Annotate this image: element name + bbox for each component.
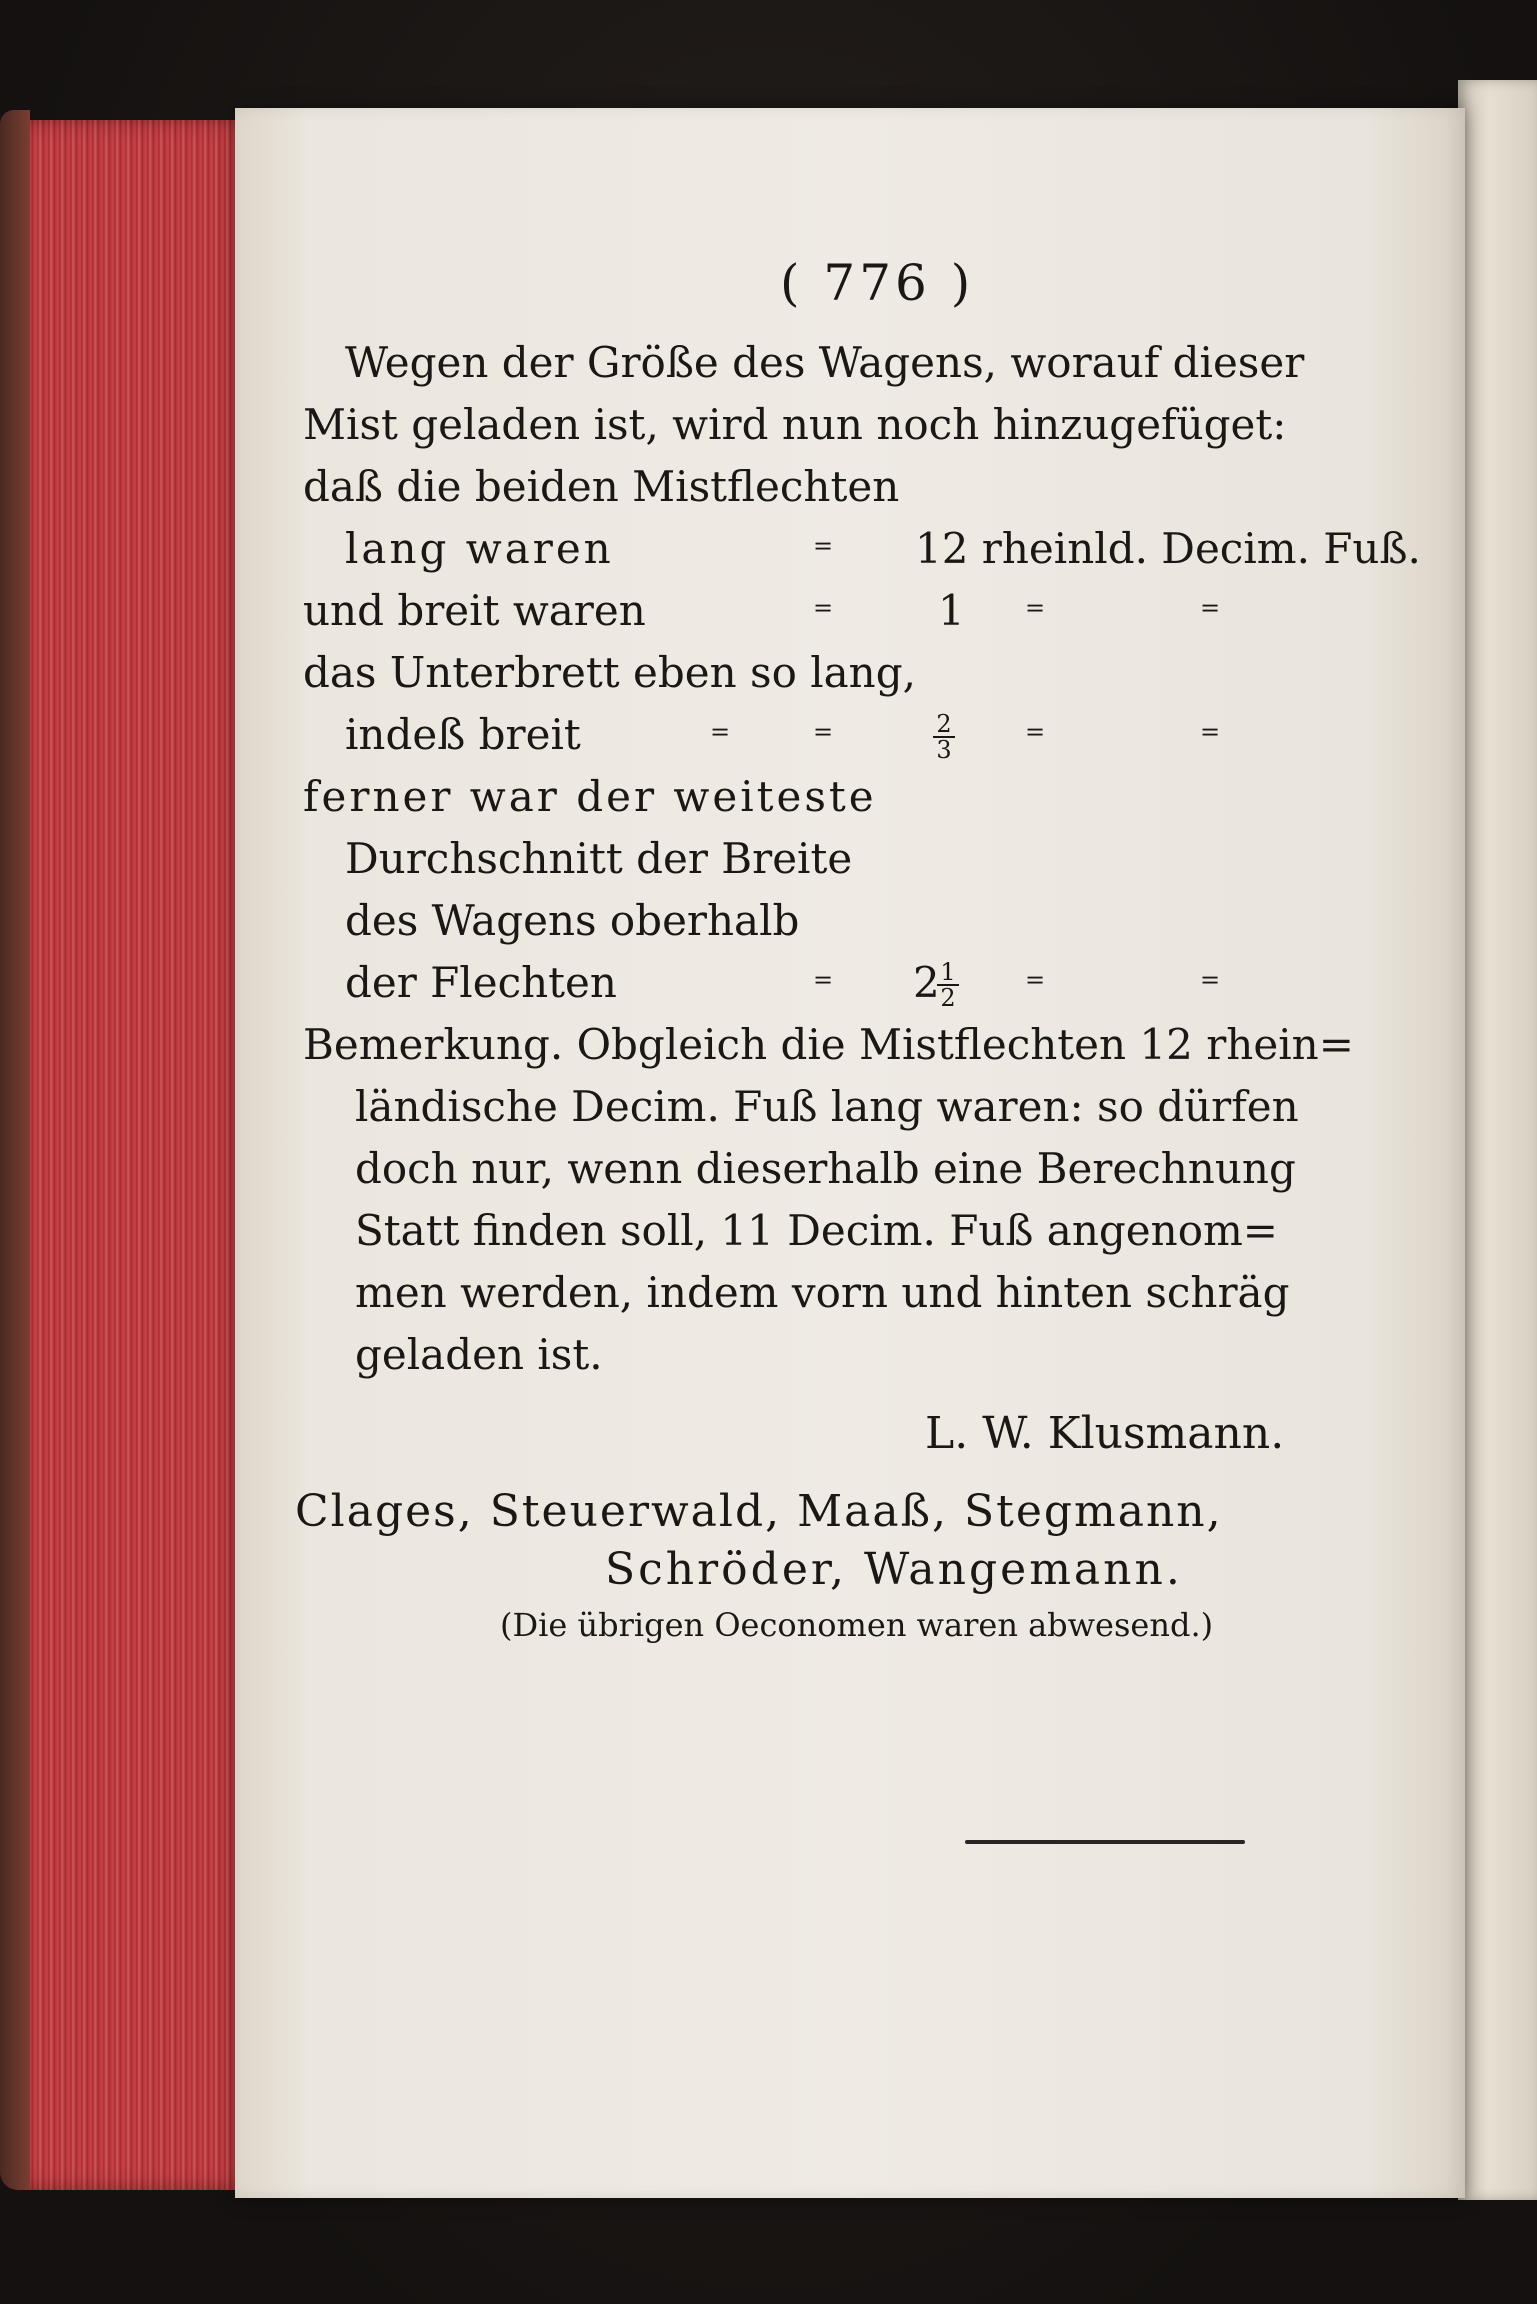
ditto-mark: = [1200,718,1221,746]
ditto-mark: = [1025,718,1046,746]
bemerkung-line-5: men werden, indem vorn und hinten schräg [355,1268,1290,1317]
red-page-edges [0,120,240,2190]
flechten-value: 2 [913,958,940,1007]
intro-line-2: Mist geladen ist, wird nun noch hinzugefüget: [303,400,1287,449]
bemerkung-line-6: geladen ist. [355,1330,603,1379]
breit-value: 1 [938,586,965,635]
unterbrett-line: das Unterbrett eben so lang, [303,648,916,697]
fraction-two-thirds: 2 3 [933,713,955,761]
absence-note: (Die übrigen Oeconomen waren abwesend.) [500,1606,1214,1644]
bemerkung-line-1: Bemerkung. Obgleich die Mistflechten 12 rhein= [303,1020,1354,1069]
ditto-mark: = [710,718,731,746]
bemerkung-line-3: doch nur, wenn dieserhalb eine Berechnung [355,1144,1296,1193]
ditto-mark: = [813,594,834,622]
ditto-mark: = [813,966,834,994]
bemerkung-line-2: ländische Decim. Fuß lang waren: so dürfen [355,1082,1299,1131]
book-binding [0,110,30,2190]
names-line-1: Clages, Steuerwald, Maaß, Stegmann, [295,1486,1223,1537]
facing-page-edge [1458,80,1537,2200]
breit-label: und breit waren [303,586,646,635]
ditto-mark: = [1025,966,1046,994]
book-page [235,108,1465,2198]
des-wagens-line: des Wagens oberhalb [345,896,800,945]
closing-rule [965,1840,1245,1844]
ditto-mark: = [813,718,834,746]
ditto-mark: = [1200,966,1221,994]
intro-line-3: daß die beiden Mistflechten [303,462,900,511]
page-number: ( 776 ) [780,254,975,312]
indess-label: indeß breit [345,710,581,759]
bleed-through-text [355,1788,366,1829]
ditto-mark: = [1025,594,1046,622]
ditto-mark: = [813,532,834,560]
ferner-line: ferner war der weiteste [303,772,877,821]
intro-line-1: Wegen der Größe des Wagens, worauf dieser [345,338,1305,387]
der-flechten-label: der Flechten [345,958,617,1007]
signature: L. W. Klusmann. [925,1408,1285,1459]
fraction-one-half: 1 2 [937,961,959,1009]
lang-value: 12 rheinld. Decim. Fuß. [915,524,1421,573]
names-line-2: Schröder, Wangemann. [605,1544,1183,1595]
lang-label: lang waren [345,524,614,573]
durchschnitt-line: Durchschnitt der Breite [345,834,853,883]
ditto-mark: = [1200,594,1221,622]
bemerkung-line-4: Statt finden soll, 11 Decim. Fuß angenom= [355,1206,1278,1255]
